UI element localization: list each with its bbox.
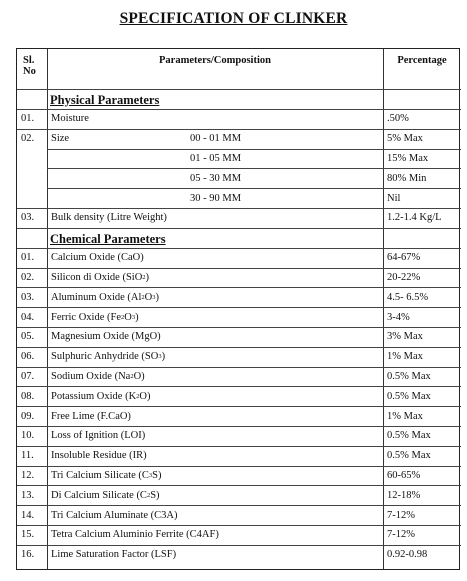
header-parameters: Parameters/Composition: [159, 55, 271, 66]
parameter-text: Magnesium Oxide (MgO): [51, 331, 161, 343]
table-row: [17, 525, 459, 545]
parameter-text: Loss of Ignition (LOI): [51, 430, 146, 442]
percentage-cell: 64-67%: [387, 252, 421, 264]
sl-cell: [21, 188, 47, 208]
parameter-text: Sodium Oxide (Na: [51, 370, 131, 382]
sl-cell: 08.: [21, 390, 35, 402]
table-row: [17, 347, 459, 367]
table-row: [17, 446, 459, 466]
percentage-cell: 7-12%: [387, 509, 415, 521]
parameter-cell: Moisture: [51, 113, 89, 125]
parameter-text: Ferric Oxide (Fe: [51, 311, 121, 323]
document-title: SPECIFICATION OF CLINKER: [119, 10, 348, 27]
parameter-text: Tri Calcium Aluminate (C3A): [51, 509, 178, 521]
subscript: 2: [141, 293, 145, 301]
table-row: [17, 327, 459, 347]
sl-cell: 01.: [21, 252, 35, 264]
sl-cell: 06.: [21, 351, 35, 363]
subscript: 3: [131, 313, 136, 321]
sl-cell: 15.: [21, 529, 35, 541]
subscript: 3: [158, 353, 162, 361]
sl-cell: 12.: [21, 469, 35, 481]
parameter-text: Di Calcium Silicate (C: [51, 489, 147, 501]
table-row: [17, 129, 459, 149]
parameter-text: Aluminum Oxide (Al: [51, 291, 142, 303]
header-sl-line: Sl.: [23, 55, 35, 66]
parameter-text: Sulphuric Anhydride (SO: [51, 351, 159, 363]
parameter-text: Silicon di Oxide (SiO: [51, 271, 143, 283]
sl-cell: 07.: [21, 370, 35, 382]
subscript: 2: [120, 313, 125, 321]
percentage-cell: 1% Max: [387, 351, 423, 363]
parameter-cell: [51, 505, 381, 525]
sl-cell: 16.: [21, 549, 35, 561]
table-row: [17, 248, 459, 268]
size-range-cell: 00 - 01 MM: [190, 133, 242, 145]
table-row: [17, 386, 459, 406]
table-row: [17, 485, 459, 505]
parameter-cell: Size: [51, 133, 70, 145]
parameter-text: Lime Saturation Factor (LSF): [51, 549, 177, 561]
parameter-cell: [51, 485, 381, 505]
parameter-text: O: [144, 291, 153, 303]
sl-cell: [21, 149, 47, 169]
table-row: [17, 188, 459, 208]
percentage-cell: 0.5% Max: [387, 390, 431, 402]
percentage-cell: 60-65%: [387, 469, 421, 481]
table-row: [17, 406, 459, 426]
size-range-cell: 05 - 30 MM: [190, 172, 242, 184]
percentage-cell: 3-4%: [387, 311, 410, 323]
parameter-text: ): [155, 291, 160, 303]
table-row: [17, 466, 459, 486]
section-heading-row: [17, 228, 459, 248]
physical-parameters-heading: Physical Parameters: [50, 93, 160, 107]
table-row: [17, 149, 459, 169]
percentage-cell: 1.2-1.4 Kg/L: [387, 212, 442, 224]
parameter-text: ): [135, 311, 139, 323]
sl-cell: 03.: [21, 212, 35, 224]
parameter-text: O): [139, 390, 151, 402]
sl-cell: 10.: [21, 430, 35, 442]
parameter-cell: [51, 466, 381, 486]
subscript: 2: [136, 392, 140, 400]
percentage-cell: 0.5% Max: [387, 430, 431, 442]
percentage-cell: 12-18%: [387, 489, 421, 501]
parameter-cell: [51, 327, 381, 347]
percentage-cell: 5% Max: [387, 133, 423, 145]
header-row: [17, 49, 459, 89]
percentage-cell: 0.92-0.98: [387, 549, 428, 561]
parameter-cell: [51, 446, 381, 466]
subscript: 2: [142, 273, 146, 281]
sl-cell: 04.: [21, 311, 35, 323]
parameter-text: ): [145, 271, 150, 283]
header-sl: [23, 49, 45, 89]
table-row: [17, 287, 459, 307]
subscript: 3: [148, 471, 153, 479]
table-row: [17, 268, 459, 288]
parameter-cell: [51, 347, 381, 367]
percentage-cell: 15% Max: [387, 152, 429, 164]
sl-cell: 09.: [21, 410, 35, 422]
percentage-cell: 7-12%: [387, 529, 415, 541]
parameter-text: ): [161, 351, 166, 363]
clinker-spec-table: [16, 48, 460, 570]
table-row: [17, 307, 459, 327]
header-percentage: Percentage: [397, 55, 447, 66]
parameter-text: Free Lime (F.CaO): [51, 410, 131, 422]
parameter-cell: [51, 287, 381, 307]
sl-cell: 02.: [21, 133, 35, 145]
percentage-cell: 0.5% Max: [387, 450, 431, 462]
sl-cell: 01.: [21, 113, 35, 125]
sl-cell: [21, 168, 47, 188]
percentage-cell: 80% Min: [387, 172, 427, 184]
parameter-cell: [51, 545, 381, 565]
percentage-cell: 4.5- 6.5%: [387, 291, 429, 303]
percentage-cell: 0.5% Max: [387, 370, 431, 382]
sl-cell: 14.: [21, 509, 35, 521]
parameter-cell: [51, 525, 381, 545]
percentage-cell: 1% Max: [387, 410, 423, 422]
parameter-text: Tetra Calcium Aluminio Ferrite (C4AF): [51, 529, 219, 541]
parameter-cell: [51, 307, 381, 327]
subscript: 2: [146, 491, 151, 499]
table-row: [17, 545, 459, 565]
table-row: [17, 426, 459, 446]
parameter-text: O: [124, 311, 132, 323]
parameter-text: Tri Calcium Silicate (C: [51, 469, 149, 481]
parameter-cell: [51, 248, 381, 268]
section-heading-row: [17, 89, 459, 109]
parameter-text: S): [152, 469, 162, 481]
parameter-text: S): [150, 489, 160, 501]
sl-cell: 13.: [21, 489, 35, 501]
parameter-cell: Bulk density (Litre Weight): [51, 212, 167, 224]
parameter-text: O): [133, 370, 145, 382]
header-sl-line: No: [23, 66, 36, 77]
parameter-cell: [51, 426, 381, 446]
chemical-parameters-heading: Chemical Parameters: [50, 231, 166, 246]
parameter-cell: [51, 367, 381, 387]
sl-cell: 02.: [21, 271, 35, 283]
percentage-cell: 20-22%: [387, 271, 421, 283]
table-row: [17, 208, 459, 228]
sl-cell: 03.: [21, 291, 35, 303]
percentage-cell: Nil: [387, 192, 401, 204]
parameter-cell: [51, 386, 381, 406]
parameter-text: Insoluble Residue (IR): [51, 450, 147, 462]
table-row: [17, 367, 459, 387]
subscript: 3: [152, 293, 156, 301]
sl-cell: 05.: [21, 331, 35, 343]
subscript: 2: [130, 372, 134, 380]
size-range-cell: 01 - 05 MM: [190, 152, 242, 164]
table-row: [17, 505, 459, 525]
parameter-cell: [51, 268, 381, 288]
parameter-cell: [51, 406, 381, 426]
parameter-text: Calcium Oxide (CaO): [51, 252, 144, 264]
parameter-text: Potassium Oxide (K: [51, 390, 137, 402]
percentage-cell: 3% Max: [387, 331, 423, 343]
sl-cell: 11.: [21, 450, 34, 462]
percentage-cell: .50%: [387, 113, 409, 125]
table-row: [17, 168, 459, 188]
size-range-cell: 30 - 90 MM: [190, 192, 242, 204]
table-row: [17, 109, 459, 129]
